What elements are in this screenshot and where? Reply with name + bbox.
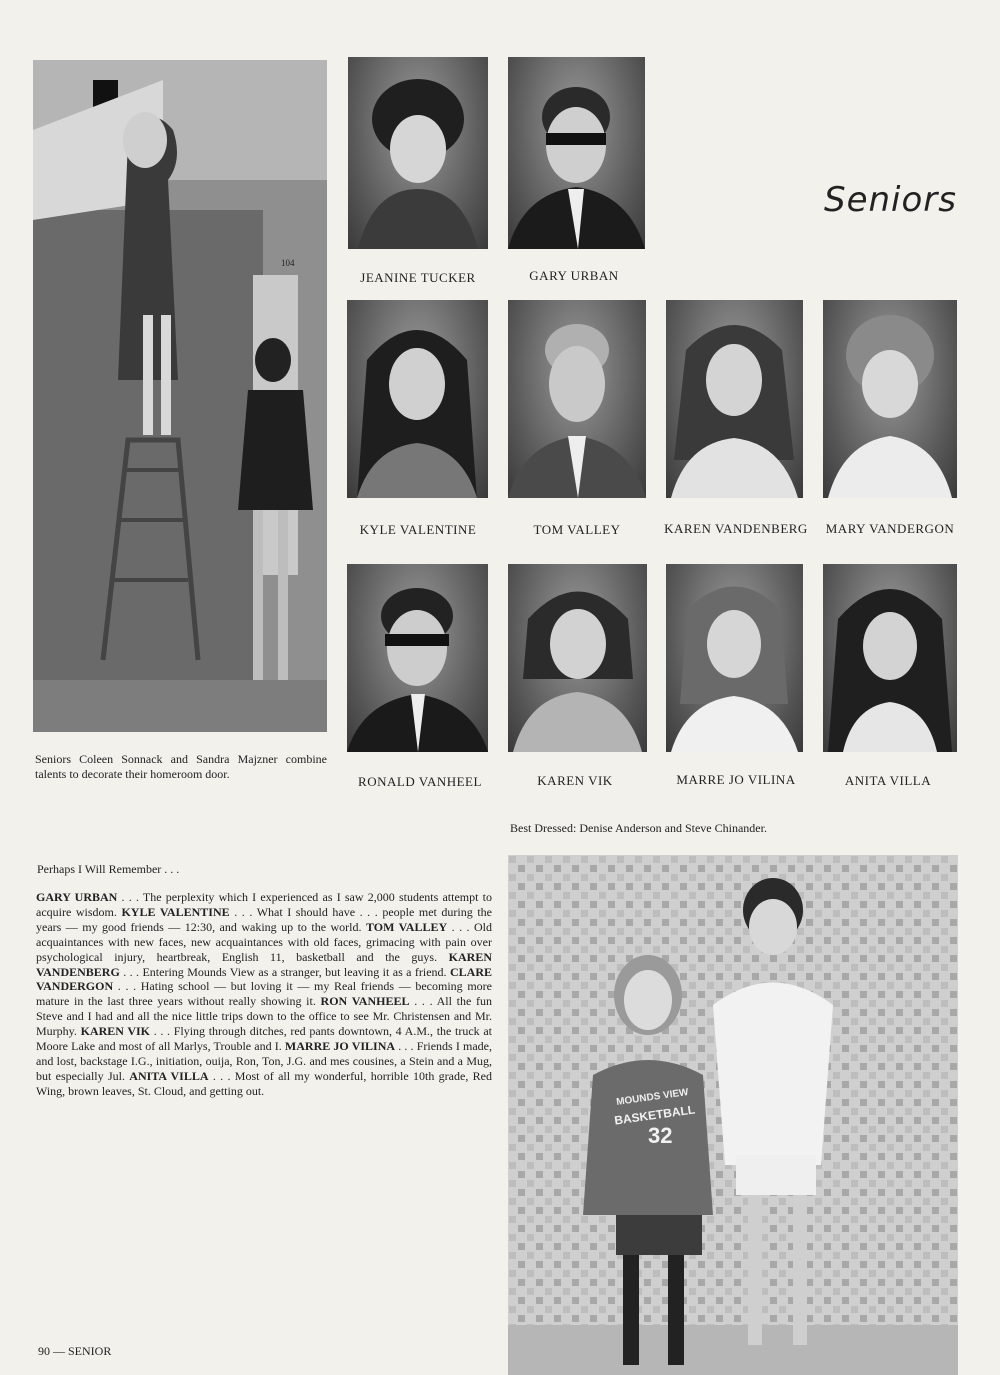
remember-heading: Perhaps I Will Remember . . . (37, 862, 180, 876)
best-dressed-photo (508, 855, 958, 1375)
entry-name: CLARE VANDERGON (36, 964, 492, 994)
door-number: 104 (281, 258, 295, 268)
entry-text: . . . Entering Mounds View as a stranger, but leaving it as a friend. (119, 964, 450, 979)
portrait-name: KYLE VALENTINE (359, 522, 477, 537)
best-dressed-caption: Best Dressed: Denise Anderson and Steve Chinander. (510, 821, 767, 835)
portrait-photo (823, 300, 957, 498)
portrait-name: MARY VANDERGON (825, 521, 955, 536)
candid-photo-decorating-door (33, 60, 327, 732)
portrait-photo (347, 300, 488, 498)
shirt-text-sport: BASKETBALL (613, 1102, 696, 1128)
entry-name: KYLE VALENTINE (121, 904, 230, 919)
entry-name: KAREN VIK (80, 1024, 151, 1039)
portrait-name: MARRE JO VILINA (676, 772, 796, 787)
portrait-name: ANITA VILLA (844, 773, 932, 788)
shirt-number: 32 (648, 1123, 673, 1148)
portrait-photo (348, 57, 488, 249)
page-title: Seniors (824, 180, 957, 220)
entry-text: . . . Old acquaintances with new faces, new acquaintances with old faces, grimacing with pain over psychological injury, heartbreak, English 11, basketball and the guys. (36, 919, 493, 964)
portrait-photo (508, 564, 647, 752)
shirt-text-team: MOUNDS VIEW (615, 1086, 690, 1109)
entry-name: KAREN VANDENBERG (36, 949, 492, 979)
portrait-photo (666, 300, 803, 498)
portrait-photo (508, 300, 646, 498)
entry-name: ANITA VILLA (129, 1068, 209, 1083)
entry-name: TOM VALLEY (365, 919, 448, 934)
entry-text: . . . The perplexity which I experienced as I saw 2,000 students attempt to acquire wisdom. (36, 890, 493, 919)
page-footer: 90 — SENIOR (38, 1344, 112, 1358)
entry-text: . . . All the fun Steve and I had and all the nice little trips down to the office to see Mr. Christensen and Mr. Murphy. (36, 994, 492, 1039)
entry-text: . . . Most of all my wonderful, horrible 10th grade, Red Wing, brown leaves, St. Cloud, and getting out. (36, 1068, 492, 1098)
entry-text: . . . Friends I made, and lost, backstage I.G., initiation, ouija, Ron, Ton, J.G. and mes cousines, a Stein and a Mug, but especially Jul. (36, 1039, 493, 1083)
portrait-photo (666, 564, 803, 752)
portrait-name: RONALD VANHEEL (358, 774, 482, 789)
candid-photo-caption: Seniors Coleen Sonnack and Sandra Majzner combine talents to decorate their homeroom door. (35, 752, 327, 781)
entry-name: GARY URBAN (36, 890, 118, 904)
entry-text: . . . What I should have . . . people met during the years — my good friends — 12:30, and waking up to the world. (36, 904, 492, 934)
portrait-photo (508, 57, 645, 249)
portrait-name: KAREN VIK (537, 773, 613, 788)
entry-text: . . . Flying through ditches, red pants downtown, 4 A.M., the truck at Moore Lake and most of all Marlys, Trouble and I. (36, 1024, 492, 1054)
portrait-name: GARY URBAN (529, 268, 619, 283)
entry-text: . . . Hating school — but loving it — my Real friends — becoming more mature in the last three years without really showing it. (36, 979, 492, 1009)
portrait-name: JEANINE TUCKER (360, 270, 476, 285)
portrait-photo (823, 564, 957, 752)
entry-name: MARRE JO VILINA (284, 1039, 396, 1054)
remember-body (36, 890, 492, 1099)
portrait-name: TOM VALLEY (533, 522, 621, 537)
portrait-name: KAREN VANDENBERG (664, 521, 808, 536)
entry-name: RON VANHEEL (320, 994, 410, 1009)
portrait-photo (347, 564, 488, 752)
